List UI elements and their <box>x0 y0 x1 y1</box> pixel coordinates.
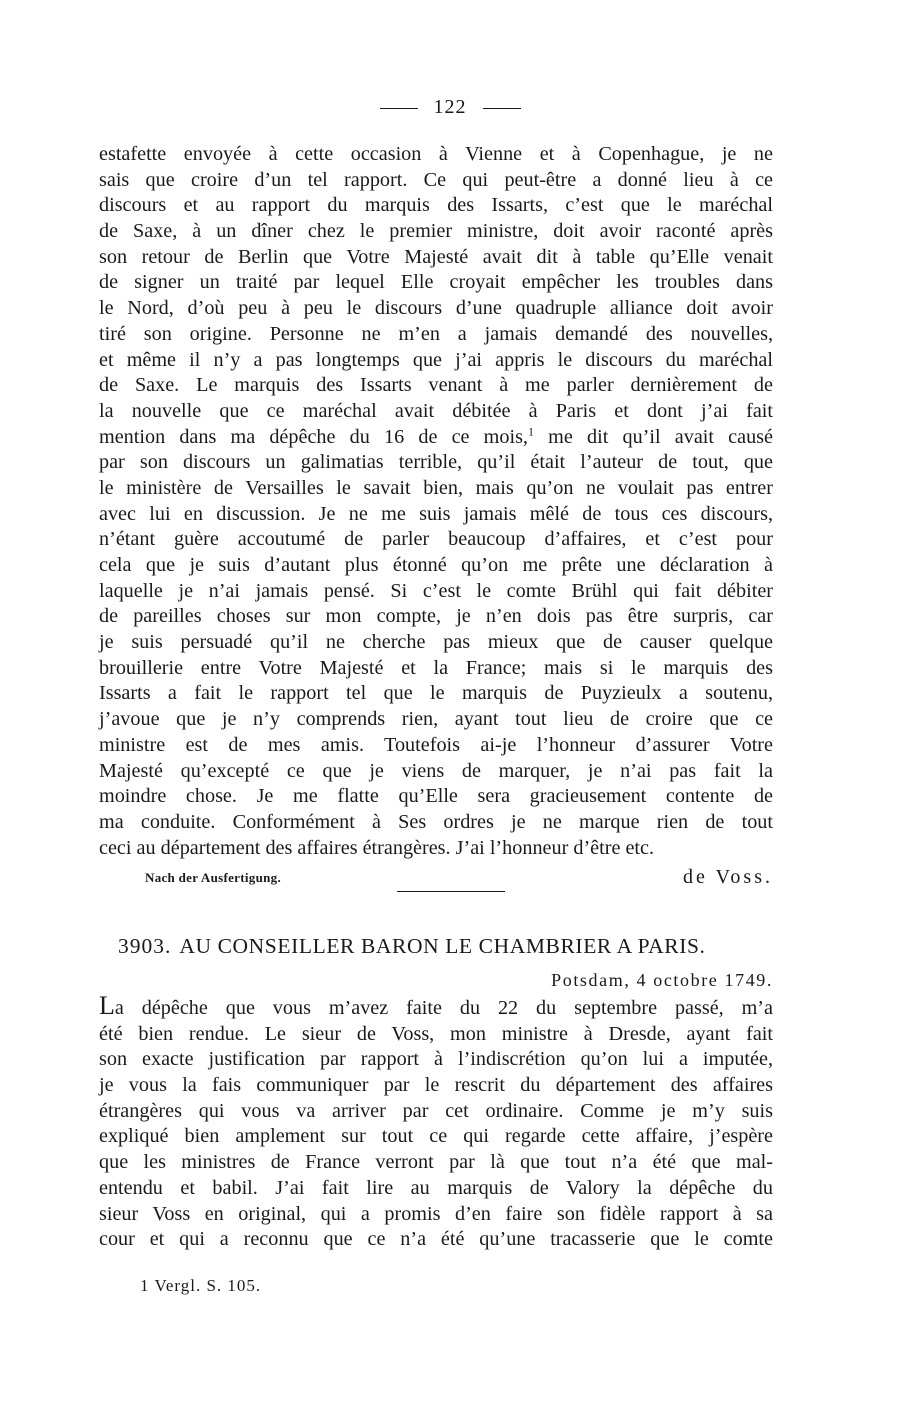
text-line: laquelle je n’ai jamais pensé. Si c’est le comte Brühl qui fait débiter <box>99 579 773 602</box>
text-line: été bien rendue. Le sieur de Voss, mon ministre à Dresde, ayant fait <box>99 1022 773 1045</box>
text-line: par son discours un galimatias terrible, qu’il était l’auteur de tout, que <box>99 451 773 474</box>
text-line: brouillerie entre Votre Majesté et la France; mais si le marquis des <box>99 656 773 679</box>
text-line: la nouvelle que ce maréchal avait débitée à Paris et dont j’ai fait <box>99 399 773 422</box>
text-line: Majesté qu’excepté ce que je viens de marquer, je n’ai pas fait la <box>99 759 773 782</box>
header-dash-left <box>380 108 418 109</box>
text-line: j’avoue que je n’y comprends rien, ayant tout lieu de croire que ce <box>99 708 773 731</box>
text-line: le ministère de Versailles le savait bien, mais qu’on ne voulait pas entrer <box>99 476 773 499</box>
letter-body-continued <box>99 142 773 861</box>
text-line: sieur Voss en original, qui a promis d’en faire son fidèle rapport à sa <box>99 1202 773 1225</box>
text-line: que les ministres de France verront par là que tout n’a été que mal- <box>99 1151 773 1174</box>
text-line: étrangères qui vous va arriver par cet ordinaire. Comme je m’y suis <box>99 1099 773 1122</box>
text-line: de pareilles choses sur mon compte, je n’en dois pas être surpris, car <box>99 605 773 628</box>
section-divider <box>397 891 505 892</box>
text-line: ma conduite. Conformément à Ses ordres je ne marque rien de tout <box>99 810 773 833</box>
text-line: estafette envoyée à cette occasion à Vienne et à Copenhague, je ne <box>99 143 773 165</box>
text-line: et même il n’y a pas longtemps que j’ai appris le discours du maréchal <box>99 348 773 371</box>
text-line: le Nord, d’où peu à peu le discours d’une quadruple alliance doit avoir <box>99 297 773 320</box>
text-line: n’étant guère accoutumé de parler beaucoup d’affaires, et c’est pour <box>99 528 773 551</box>
header-dash-right <box>483 108 521 109</box>
text-line: de Saxe, à un dîner chez le premier ministre, doit avoir raconté après <box>99 220 773 243</box>
text-line: son retour de Berlin que Votre Majesté avait dit à table qu’Elle venait <box>99 245 773 268</box>
text-line: son exacte justification par rapport à l’indiscrétion qu’on lui a imputée, <box>99 1048 773 1071</box>
letter-body <box>99 991 773 1253</box>
text-line: de signer un traité par lequel Elle croyait empêcher les troubles dans <box>99 271 773 294</box>
signature-row <box>145 866 773 892</box>
text-line: je suis persuadé qu’il ne cherche pas mieux que de causer quelque <box>99 631 773 654</box>
text-line-rest: a dépêche que vous m’avez faite du 22 du septembre passé, m’a <box>114 997 773 1019</box>
letter-heading <box>118 934 778 959</box>
text-line: ministre est de mes amis. Toutefois ai-je l’honneur d’assurer Votre <box>99 733 773 756</box>
text-line: Issarts a fait le rapport tel que le marquis de Puyzieulx a soutenu, <box>99 682 773 705</box>
letter-number: 3903. <box>118 934 172 958</box>
text-line: discours et au rapport du marquis des Issarts, c’est que le maréchal <box>99 194 773 217</box>
text-line-first <box>99 991 773 1022</box>
text-line: moindre chose. Je me flatte qu’Elle sera gracieusement contente de <box>99 785 773 808</box>
text-line-with-footnote-ref <box>99 425 773 451</box>
source-note: Nach der Ausfertigung. <box>145 870 282 885</box>
text-line: sais que croire d’un tel rapport. Ce qui peut-être a donné lieu à ce <box>99 168 773 191</box>
footnote-reference: 1 <box>527 423 534 438</box>
page-number: 122 <box>433 96 467 118</box>
text-line: expliqué bien amplement sur tout ce qui regarde cette affaire, j’espère <box>99 1125 773 1148</box>
page-number-header <box>0 96 900 119</box>
letter-title: AU CONSEILLER BARON LE CHAMBRIER A PARIS. <box>179 934 706 958</box>
footnote: 1 Vergl. S. 105. <box>140 1276 262 1295</box>
signer-name: de Voss. <box>683 866 773 888</box>
text-line: cela que je suis d’autant plus étonné qu’on me prête une déclaration à <box>99 554 773 576</box>
text-line: cour et qui a reconnu que ce n’a été qu’une tracasserie que le comte <box>99 1228 773 1251</box>
letter-place-date: Potsdam, 4 octobre 1749. <box>551 970 773 990</box>
initial-letter: L <box>99 991 115 1020</box>
text-line: tiré son origine. Personne ne m’en a jamais demandé des nouvelles, <box>99 322 773 345</box>
text-line-head: mention dans ma dépêche du 16 de ce mois, <box>99 425 528 448</box>
text-line: ceci au département des affaires étrangères. J’ai l’honneur d’être etc. <box>99 836 655 859</box>
text-line: de Saxe. Le marquis des Issarts venant à me parler dernièrement de <box>99 374 773 397</box>
text-line: avec lui en discussion. Je ne me suis jamais mêlé de tous ces discours, <box>99 502 773 525</box>
text-line: entendu et babil. J’ai fait lire au marquis de Valory la dépêche du <box>99 1176 773 1199</box>
text-line: je vous la fais communiquer par le rescrit du département des affaires <box>99 1074 773 1097</box>
text-line-tail: me dit qu’il avait causé <box>533 425 774 448</box>
